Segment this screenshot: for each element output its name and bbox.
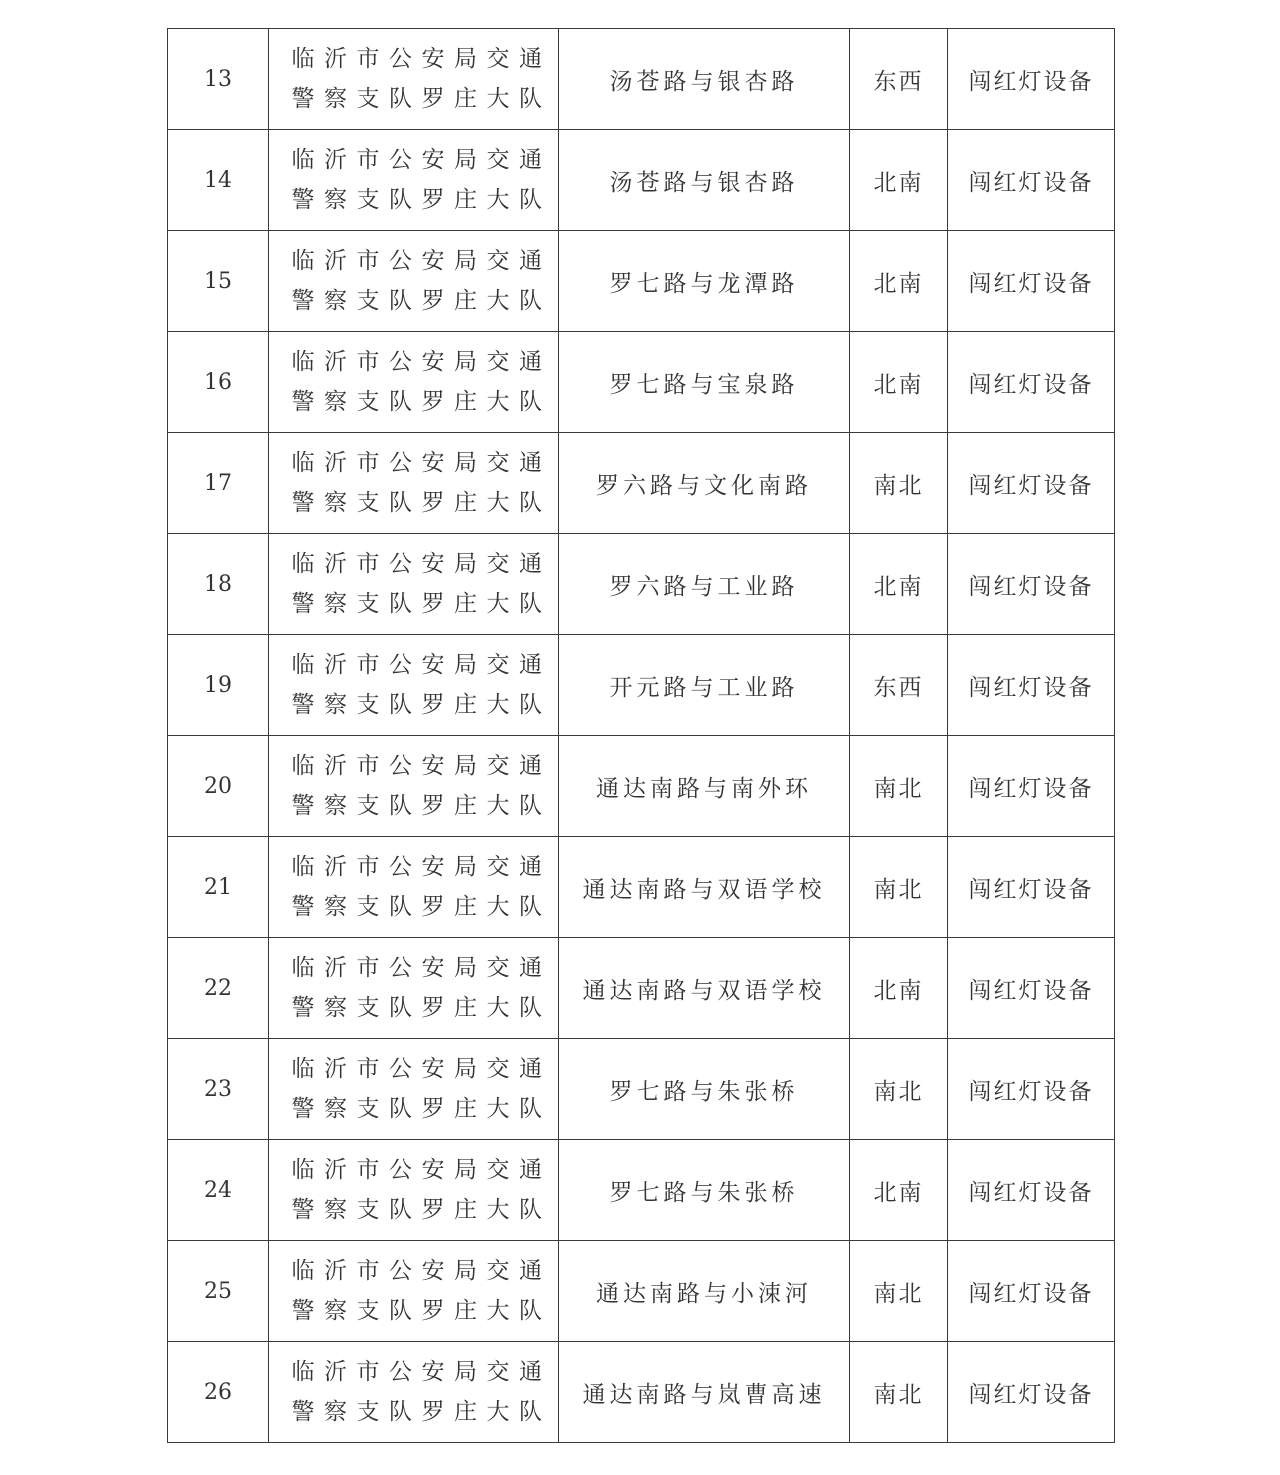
direction-cell — [850, 231, 948, 332]
table-row — [168, 231, 1115, 332]
direction-text: 南北 — [873, 876, 924, 903]
device-type-text: 闯红灯设备 — [968, 169, 1094, 196]
location-text: 罗七路与朱张桥 — [609, 1179, 799, 1206]
direction-cell — [850, 635, 948, 736]
row-number: 24 — [204, 1177, 232, 1203]
table-row — [168, 534, 1115, 635]
unit-cell — [269, 1140, 559, 1241]
location-cell — [559, 635, 850, 736]
direction-text: 北南 — [873, 1179, 924, 1206]
unit-cell — [269, 29, 559, 130]
location-cell — [559, 938, 850, 1039]
row-number: 15 — [204, 268, 232, 294]
unit-name — [286, 1251, 552, 1331]
direction-text: 北南 — [873, 977, 924, 1004]
unit-name — [286, 746, 552, 826]
table-row — [168, 332, 1115, 433]
location-cell — [559, 1140, 850, 1241]
unit-name-line-2: 警察支队罗庄大队 — [291, 187, 552, 213]
row-number: 16 — [204, 369, 232, 395]
location-text: 通达南路与双语学校 — [582, 977, 826, 1004]
unit-name — [286, 948, 552, 1028]
device-type-cell — [948, 837, 1115, 938]
direction-text: 南北 — [873, 472, 924, 499]
unit-name-line-1: 临沂市公安局交通 — [291, 551, 552, 577]
device-type-cell — [948, 635, 1115, 736]
unit-cell — [269, 837, 559, 938]
device-type-cell — [948, 332, 1115, 433]
unit-cell — [269, 736, 559, 837]
unit-name-line-2: 警察支队罗庄大队 — [291, 591, 552, 617]
unit-name-line-2: 警察支队罗庄大队 — [291, 692, 552, 718]
device-type-cell — [948, 1241, 1115, 1342]
location-text: 罗七路与龙潭路 — [609, 270, 799, 297]
unit-cell — [269, 332, 559, 433]
direction-text: 北南 — [873, 573, 924, 600]
row-number-cell — [168, 29, 269, 130]
unit-name — [286, 1352, 552, 1432]
device-type-cell — [948, 938, 1115, 1039]
unit-name-line-1: 临沂市公安局交通 — [291, 652, 552, 678]
direction-text: 北南 — [873, 371, 924, 398]
table-body — [168, 29, 1115, 1443]
table-row — [168, 130, 1115, 231]
unit-name-line-2: 警察支队罗庄大队 — [291, 1197, 552, 1223]
location-cell — [559, 332, 850, 433]
location-text: 罗六路与工业路 — [609, 573, 799, 600]
location-text: 汤苍路与银杏路 — [609, 169, 799, 196]
unit-cell — [269, 1241, 559, 1342]
unit-cell — [269, 534, 559, 635]
unit-name-line-2: 警察支队罗庄大队 — [291, 1298, 552, 1324]
location-text: 罗七路与朱张桥 — [609, 1078, 799, 1105]
row-number-cell — [168, 1140, 269, 1241]
unit-cell — [269, 130, 559, 231]
table-row — [168, 1342, 1115, 1443]
direction-cell — [850, 736, 948, 837]
direction-text: 南北 — [873, 1078, 924, 1105]
device-type-text: 闯红灯设备 — [968, 472, 1094, 499]
row-number: 20 — [204, 773, 232, 799]
direction-text: 南北 — [873, 1381, 924, 1408]
row-number-cell — [168, 130, 269, 231]
device-type-text: 闯红灯设备 — [968, 1381, 1094, 1408]
device-type-text: 闯红灯设备 — [968, 371, 1094, 398]
row-number-cell — [168, 231, 269, 332]
location-cell — [559, 1039, 850, 1140]
unit-cell — [269, 1039, 559, 1140]
direction-text: 南北 — [873, 775, 924, 802]
device-type-cell — [948, 534, 1115, 635]
location-text: 罗七路与宝泉路 — [609, 371, 799, 398]
table-row — [168, 938, 1115, 1039]
unit-name-line-2: 警察支队罗庄大队 — [291, 389, 552, 415]
unit-name — [286, 645, 552, 725]
row-number: 17 — [204, 470, 232, 496]
unit-name-line-1: 临沂市公安局交通 — [291, 248, 552, 274]
location-cell — [559, 130, 850, 231]
row-number: 19 — [204, 672, 232, 698]
direction-text: 北南 — [873, 169, 924, 196]
direction-cell — [850, 837, 948, 938]
unit-name — [286, 241, 552, 321]
unit-name — [286, 847, 552, 927]
location-cell — [559, 534, 850, 635]
direction-cell — [850, 1039, 948, 1140]
unit-name — [286, 1049, 552, 1129]
unit-name-line-1: 临沂市公安局交通 — [291, 854, 552, 880]
row-number: 21 — [204, 874, 232, 900]
device-type-cell — [948, 433, 1115, 534]
camera-location-table — [167, 28, 1115, 1443]
row-number: 22 — [204, 975, 232, 1001]
location-text: 通达南路与岚曹高速 — [582, 1381, 826, 1408]
device-type-cell — [948, 29, 1115, 130]
row-number-cell — [168, 1241, 269, 1342]
unit-name-line-1: 临沂市公安局交通 — [291, 147, 552, 173]
unit-name-line-1: 临沂市公安局交通 — [291, 1258, 552, 1284]
unit-name-line-2: 警察支队罗庄大队 — [291, 86, 552, 112]
unit-name-line-1: 临沂市公安局交通 — [291, 753, 552, 779]
row-number-cell — [168, 433, 269, 534]
direction-cell — [850, 1241, 948, 1342]
device-type-text: 闯红灯设备 — [968, 573, 1094, 600]
direction-cell — [850, 332, 948, 433]
unit-name — [286, 544, 552, 624]
direction-cell — [850, 938, 948, 1039]
location-text: 罗六路与文化南路 — [596, 472, 812, 499]
table-row — [168, 635, 1115, 736]
table-row — [168, 433, 1115, 534]
unit-cell — [269, 635, 559, 736]
row-number: 25 — [204, 1278, 232, 1304]
direction-text: 东西 — [873, 674, 924, 701]
device-type-text: 闯红灯设备 — [968, 977, 1094, 1004]
device-type-text: 闯红灯设备 — [968, 270, 1094, 297]
location-text: 汤苍路与银杏路 — [609, 68, 799, 95]
device-type-text: 闯红灯设备 — [968, 876, 1094, 903]
location-cell — [559, 231, 850, 332]
location-text: 通达南路与双语学校 — [582, 876, 826, 903]
direction-cell — [850, 29, 948, 130]
direction-cell — [850, 433, 948, 534]
row-number: 18 — [204, 571, 232, 597]
unit-name-line-1: 临沂市公安局交通 — [291, 46, 552, 72]
row-number-cell — [168, 1039, 269, 1140]
device-type-cell — [948, 130, 1115, 231]
table-row — [168, 837, 1115, 938]
location-cell — [559, 433, 850, 534]
unit-name-line-1: 临沂市公安局交通 — [291, 1359, 552, 1385]
unit-name-line-2: 警察支队罗庄大队 — [291, 1399, 552, 1425]
device-type-cell — [948, 1342, 1115, 1443]
device-type-text: 闯红灯设备 — [968, 1078, 1094, 1105]
unit-name-line-2: 警察支队罗庄大队 — [291, 288, 552, 314]
direction-cell — [850, 130, 948, 231]
unit-name-line-2: 警察支队罗庄大队 — [291, 793, 552, 819]
device-type-cell — [948, 231, 1115, 332]
unit-name-line-2: 警察支队罗庄大队 — [291, 1096, 552, 1122]
unit-name-line-2: 警察支队罗庄大队 — [291, 894, 552, 920]
device-type-cell — [948, 1140, 1115, 1241]
table-row — [168, 736, 1115, 837]
device-type-text: 闯红灯设备 — [968, 775, 1094, 802]
direction-cell — [850, 534, 948, 635]
row-number-cell — [168, 1342, 269, 1443]
unit-cell — [269, 938, 559, 1039]
row-number-cell — [168, 736, 269, 837]
location-cell — [559, 837, 850, 938]
location-text: 通达南路与南外环 — [596, 775, 812, 802]
location-cell — [559, 29, 850, 130]
row-number: 14 — [204, 167, 232, 193]
row-number-cell — [168, 332, 269, 433]
device-type-text: 闯红灯设备 — [968, 1179, 1094, 1206]
direction-text: 北南 — [873, 270, 924, 297]
row-number-cell — [168, 938, 269, 1039]
unit-name-line-1: 临沂市公安局交通 — [291, 450, 552, 476]
unit-name — [286, 140, 552, 220]
device-type-text: 闯红灯设备 — [968, 674, 1094, 701]
unit-cell — [269, 1342, 559, 1443]
unit-name-line-2: 警察支队罗庄大队 — [291, 490, 552, 516]
location-cell — [559, 736, 850, 837]
table-row — [168, 1140, 1115, 1241]
unit-name — [286, 1150, 552, 1230]
direction-text: 东西 — [873, 68, 924, 95]
table-row — [168, 1039, 1115, 1140]
unit-cell — [269, 433, 559, 534]
table-row — [168, 1241, 1115, 1342]
location-text: 通达南路与小涑河 — [596, 1280, 812, 1307]
unit-name — [286, 342, 552, 422]
row-number: 23 — [204, 1076, 232, 1102]
row-number-cell — [168, 837, 269, 938]
direction-cell — [850, 1342, 948, 1443]
unit-name-line-1: 临沂市公安局交通 — [291, 955, 552, 981]
direction-text: 南北 — [873, 1280, 924, 1307]
row-number-cell — [168, 635, 269, 736]
row-number: 13 — [204, 66, 232, 92]
unit-cell — [269, 231, 559, 332]
unit-name-line-1: 临沂市公安局交通 — [291, 1056, 552, 1082]
device-type-cell — [948, 736, 1115, 837]
row-number-cell — [168, 534, 269, 635]
unit-name-line-1: 临沂市公安局交通 — [291, 1157, 552, 1183]
unit-name — [286, 39, 552, 119]
device-type-text: 闯红灯设备 — [968, 1280, 1094, 1307]
location-cell — [559, 1342, 850, 1443]
device-type-text: 闯红灯设备 — [968, 68, 1094, 95]
location-text: 开元路与工业路 — [609, 674, 799, 701]
device-type-cell — [948, 1039, 1115, 1140]
unit-name-line-1: 临沂市公安局交通 — [291, 349, 552, 375]
unit-name — [286, 443, 552, 523]
row-number: 26 — [204, 1379, 232, 1405]
direction-cell — [850, 1140, 948, 1241]
unit-name-line-2: 警察支队罗庄大队 — [291, 995, 552, 1021]
location-cell — [559, 1241, 850, 1342]
table-row — [168, 29, 1115, 130]
